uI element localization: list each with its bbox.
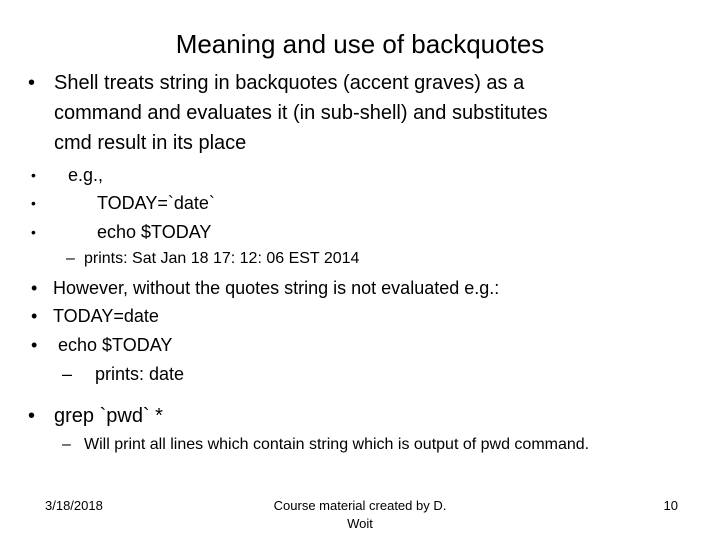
prints-1: prints: Sat Jan 18 17: 12: 06 EST 2014 [84, 250, 360, 267]
bullet-marker: • [31, 195, 36, 211]
example-today-backquote: TODAY=`date` [97, 193, 215, 213]
grep-command: grep `pwd` * [54, 405, 163, 427]
bullet-1-line-3: cmd result in its place [54, 132, 247, 154]
dash-marker: – [62, 436, 71, 453]
dash-marker: – [66, 250, 75, 267]
bullet-marker: • [31, 167, 36, 183]
eg-label: e.g., [68, 165, 104, 185]
footer-credit-line-1: Course material created by D. [273, 498, 447, 513]
bullet-marker: • [31, 335, 38, 355]
however-text: However, without the quotes string is not evaluated e.g.: [53, 278, 500, 298]
example-echo-2: echo $TODAY [58, 335, 173, 355]
bullet-marker: • [31, 278, 38, 298]
bullet-marker: • [28, 72, 36, 94]
bullet-marker: • [31, 306, 38, 326]
prints-2: prints: date [95, 364, 185, 384]
bullet-1-line-1: Shell treats string in backquotes (accent graves) as a [54, 72, 525, 94]
dash-marker: – [62, 364, 73, 384]
footer-date: 3/18/2018 [45, 498, 103, 513]
example-today-plain: TODAY=date [53, 306, 159, 326]
slide-title: Meaning and use of backquotes [175, 29, 545, 59]
footer-credit-line-2: Woit [347, 516, 373, 531]
bullet-marker: • [31, 224, 36, 240]
bullet-1-line-2: command and evaluates it (in sub-shell) and substitutes [54, 102, 548, 124]
grep-description: Will print all lines which contain string which is output of pwd command. [84, 436, 590, 453]
bullet-marker: • [28, 405, 36, 427]
example-echo-1: echo $TODAY [97, 222, 212, 242]
page-number: 10 [663, 498, 678, 513]
